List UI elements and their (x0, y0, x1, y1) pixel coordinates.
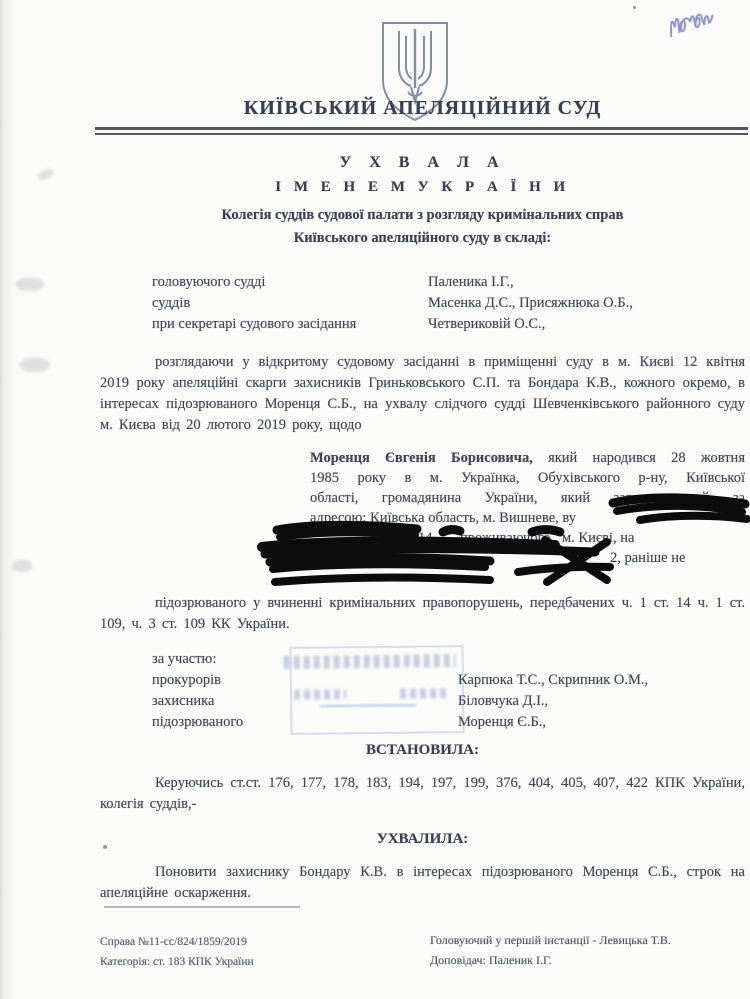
participant-value: Карпюка Т.С., Скрипник О.М., (458, 672, 649, 688)
participant-value: Моренця Є.Б., (458, 714, 547, 730)
defendant-name: Моренця Євгенія Борисовича, (310, 450, 533, 466)
judge-row (152, 272, 712, 293)
panel-description-line2: Київського апеляційного суду в складі: (293, 230, 552, 246)
header-double-rule (95, 127, 748, 135)
participant-label: захисника (152, 693, 215, 709)
document-title: У Х В А Л А (339, 154, 506, 171)
visible-fragment: 2, раніше не (610, 550, 686, 566)
defendant-line: області, громадянина України, який зареєстрований за (310, 490, 745, 506)
legal-basis-paragraph: Керуючись ст.ст. 176, 177, 178, 183, 194, 197, 199, 376, 404, 405, 407, 422 КПК України, колегія суддів,- (100, 775, 745, 812)
ink-smudge (12, 560, 32, 572)
redaction-marker-strokes (255, 440, 750, 600)
scan-speck (633, 6, 636, 9)
participants-heading: за участю: (152, 651, 217, 667)
scan-speck (103, 845, 107, 849)
judge-value: Четвериковій О.С., (428, 316, 546, 332)
participant-label: підозрюваного (152, 714, 244, 730)
handwritten-copy-note (661, 0, 745, 45)
participant-row (152, 691, 712, 712)
footer-separator (104, 906, 300, 908)
judge-label: суддів (152, 295, 191, 311)
judge-label: при секретарі судового засідання (152, 316, 357, 332)
participant-row (152, 712, 712, 733)
document-subtitle: І М Е Н Е М У К Р А Ї Н И (275, 179, 570, 195)
judge-label: головуючого судді (152, 274, 266, 290)
participant-row (152, 670, 712, 691)
judge-value: Паленика І.Г., (428, 274, 514, 290)
charges-paragraph: підозрюваного у вчиненні кримінальних правопорушень, передбачених ч. 1 ст. 14 ч. 1 ст. 109, ч. 3 ст. 109 КК України. (100, 595, 745, 632)
ink-smudge (16, 278, 44, 291)
ruling-paragraph: Поновити захиснику Бондару К.В. в інтересах підозрюваного Моренця С.Б., строк на апеляційне оскарження. (100, 864, 745, 901)
footer-case-info (100, 932, 410, 972)
participant-label: прокурорів (152, 672, 221, 688)
judge-row (152, 314, 712, 335)
visible-fragment: м. Києві, на (562, 530, 635, 546)
participants-list (152, 649, 712, 733)
visible-fragment: проживаючого (460, 530, 551, 546)
court-name: КИЇВСЬКИЙ АПЕЛЯЦІЙНИЙ СУД (243, 97, 602, 119)
visible-fragment: 14 (418, 530, 433, 546)
participant-value: Біловчука Д.І., (458, 693, 549, 709)
reporter-judge: Доповідач: Паленик І.Г. (430, 953, 552, 967)
case-number: Справа №11-сс/824/1859/2019 (100, 936, 247, 948)
judge-value: Масенка Д.С., Присяжнюка О.Б., (428, 295, 633, 311)
ink-smudge (20, 358, 50, 372)
intro-paragraph: розглядаючи у відкритому судовому засіданні в приміщенні суду в м. Києві 12 квітня 2019 року апеляційні скарги захисників Гриньковського С.П. та Бондара К.В., кожного окремо, в інтересах підозрюваного Моренця С.Б., на ухвалу слідчого судді Шевченківського районного суду м. Києва від 20 лютого 2019 року, щодо (100, 354, 745, 433)
defendant-line-text: адресою: Київська область, м. Вишневе, ву (310, 510, 577, 526)
ink-smudge (37, 167, 55, 182)
case-category: Категорія: ст. 183 КПК України (100, 956, 254, 968)
defendant-line-text: який народився 28 жовтня (548, 450, 745, 466)
established-heading: ВСТАНОВИЛА: (366, 742, 479, 758)
defendant-line: 1985 року в м. Українка, Обухівського р-ну, Київської (310, 470, 745, 486)
footer-judges-info (430, 930, 745, 970)
panel-description-line1: Колегія суддів судової палати з розгляду кримінальних справ (221, 207, 624, 223)
ruled-heading: УХВАЛИЛА: (376, 831, 469, 847)
presiding-judge: Головуючий у першій інстанції - Левицька Т.В. (430, 933, 671, 947)
judges-list (152, 272, 712, 335)
judge-row (152, 293, 712, 314)
